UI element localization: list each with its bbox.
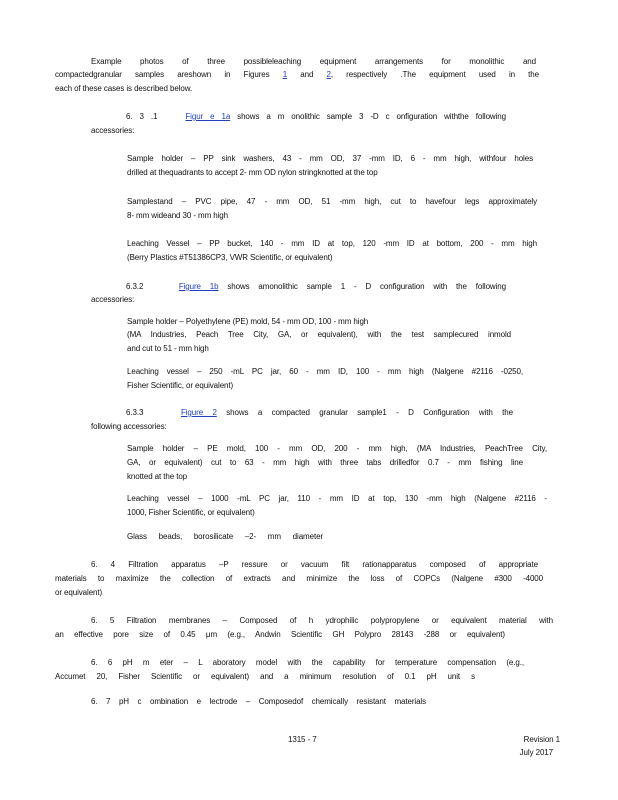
section-6-3-2-heading xyxy=(126,282,506,292)
intro-line-1: Example photos of three possibleleaching equipment arrangements for monolithic and xyxy=(91,57,536,66)
list-item-line: (Berry Plastics #T51386CP3, VWR Scientific, or equivalent) xyxy=(127,253,333,262)
section-6-3-1-line-2: accessories: xyxy=(91,126,135,135)
page-number: 1315 - 7 xyxy=(288,735,317,744)
list-item-line: GA, or equivalent) cut to 63 - mm high with three tabs drilledfor 0.7 - mm fishing line xyxy=(127,458,523,467)
list-item-line: (MA Industries, Peach Tree City, GA, or equivalent), with the test samplecured inmold xyxy=(127,330,511,339)
list-item-line: knotted at the top xyxy=(127,472,188,481)
intro-line-2a: compactedgranular samples areshown in Figures xyxy=(55,70,283,79)
figure-1-link[interactable]: 1 xyxy=(282,70,288,79)
section-number: 6.3.3 xyxy=(126,408,144,417)
list-item-line: Sample holder – PE mold, 100 - mm OD, 200 - mm high, (MA Industries, PeachTree City, xyxy=(127,444,547,453)
list-item-line: Leaching Vessel – PP bucket, 140 - mm ID at top, 120 -mm ID at bottom, 200 - mm high xyxy=(127,239,537,248)
section-6-6-line-1: 6. 6 pH m eter – L aboratory model with the capability for temperature compensation (e.g., xyxy=(91,658,524,667)
section-6-3-3-line-2: following accessories: xyxy=(91,422,167,431)
list-item-line: drilled at thequadrants to accept 2- mm OD nylon stringknotted at the top xyxy=(127,168,378,177)
list-item-line: and cut to 51 - mm high xyxy=(127,344,209,353)
section-text: shows a compacted granular sample1 - D Configuration with the xyxy=(216,408,513,417)
intro-line-2c: , respectively .The equipment used in the xyxy=(330,70,539,79)
revision-label: Revision 1 xyxy=(523,735,560,744)
list-item-line: Fisher Scientific, or equivalent) xyxy=(127,381,234,390)
section-text: shows amonolithic sample 1 - D configuration with the following xyxy=(218,282,506,291)
list-item-line: Sample holder – PP sink washers, 43 - mm OD, 37 -mm ID, 6 - mm high, withfour holes xyxy=(127,154,533,163)
figure-1a-link[interactable]: Figur e 1a xyxy=(185,112,231,121)
section-6-7-line-1: 6. 7 pH c ombination e lectrode – Composedof chemically resistant materials xyxy=(91,697,426,706)
section-text: shows a m onolithic sample 3 -D c onfiguration withthe following xyxy=(230,112,506,121)
figure-2-link[interactable]: Figure 2 xyxy=(180,408,217,417)
list-item-line: Glass beads, borosilicate –2- mm diameter xyxy=(127,532,323,541)
intro-line-2 xyxy=(55,70,539,80)
list-item-line: Leaching vessel – 250 -mL PC jar, 60 - mm ID, 100 - mm high (Nalgene #2116 -0250, xyxy=(127,367,523,376)
section-6-3-2-line-2: accessories: xyxy=(91,295,135,304)
list-item-line: 8- mm wideand 30 - mm high xyxy=(127,211,228,220)
section-6-3-3-heading xyxy=(126,408,513,418)
list-item-line: Leaching vessel – 1000 -mL PC jar, 110 - mm ID at top, 130 -mm high (Nalgene #2116 - xyxy=(127,494,547,503)
section-6-4-line-2: materials to maximize the collection of extracts and minimize the loss of COPCs (Nalgene #300 -4000 xyxy=(55,574,543,583)
section-6-5-line-1: 6. 5 Filtration membranes – Composed of h ydrophilic polypropylene or equivalent material with xyxy=(91,616,553,625)
list-item-line: Sample holder – Polyethylene (PE) mold, 54 - mm OD, 100 - mm high xyxy=(127,317,369,326)
section-number: 6. 3 .1 xyxy=(126,112,158,121)
section-6-4-line-3: or equivalent) xyxy=(55,588,103,597)
section-6-4-line-1: 6. 4 Filtration apparatus –P ressure or vacuum filt rationapparatus composed of appropriate xyxy=(91,560,538,569)
revision-date: July 2017 xyxy=(519,748,553,757)
intro-line-3: each of these cases is described below. xyxy=(55,84,193,93)
figure-1b-link[interactable]: Figure 1b xyxy=(178,282,219,291)
intro-line-2b: and xyxy=(287,70,327,79)
section-6-3-1-heading xyxy=(126,112,506,122)
section-6-5-line-2: an effective pore size of 0.45 μm (e.g., Andwin Scientific GH Polypro 28143 -288 or equivalent) xyxy=(55,630,505,639)
list-item-line: 1000, Fisher Scientific, or equivalent) xyxy=(127,508,255,517)
section-number: 6.3.2 xyxy=(126,282,144,291)
list-item-line: Samplestand – PVC pipe, 47 - mm OD, 51 -mm high, cut to havefour legs approximately xyxy=(127,197,537,206)
section-6-6-line-2: Accumet 20, Fisher Scientific or equivalent) and a minimum resolution of 0.1 pH unit s xyxy=(55,672,475,681)
figure-2-link[interactable]: 2 xyxy=(326,70,331,79)
